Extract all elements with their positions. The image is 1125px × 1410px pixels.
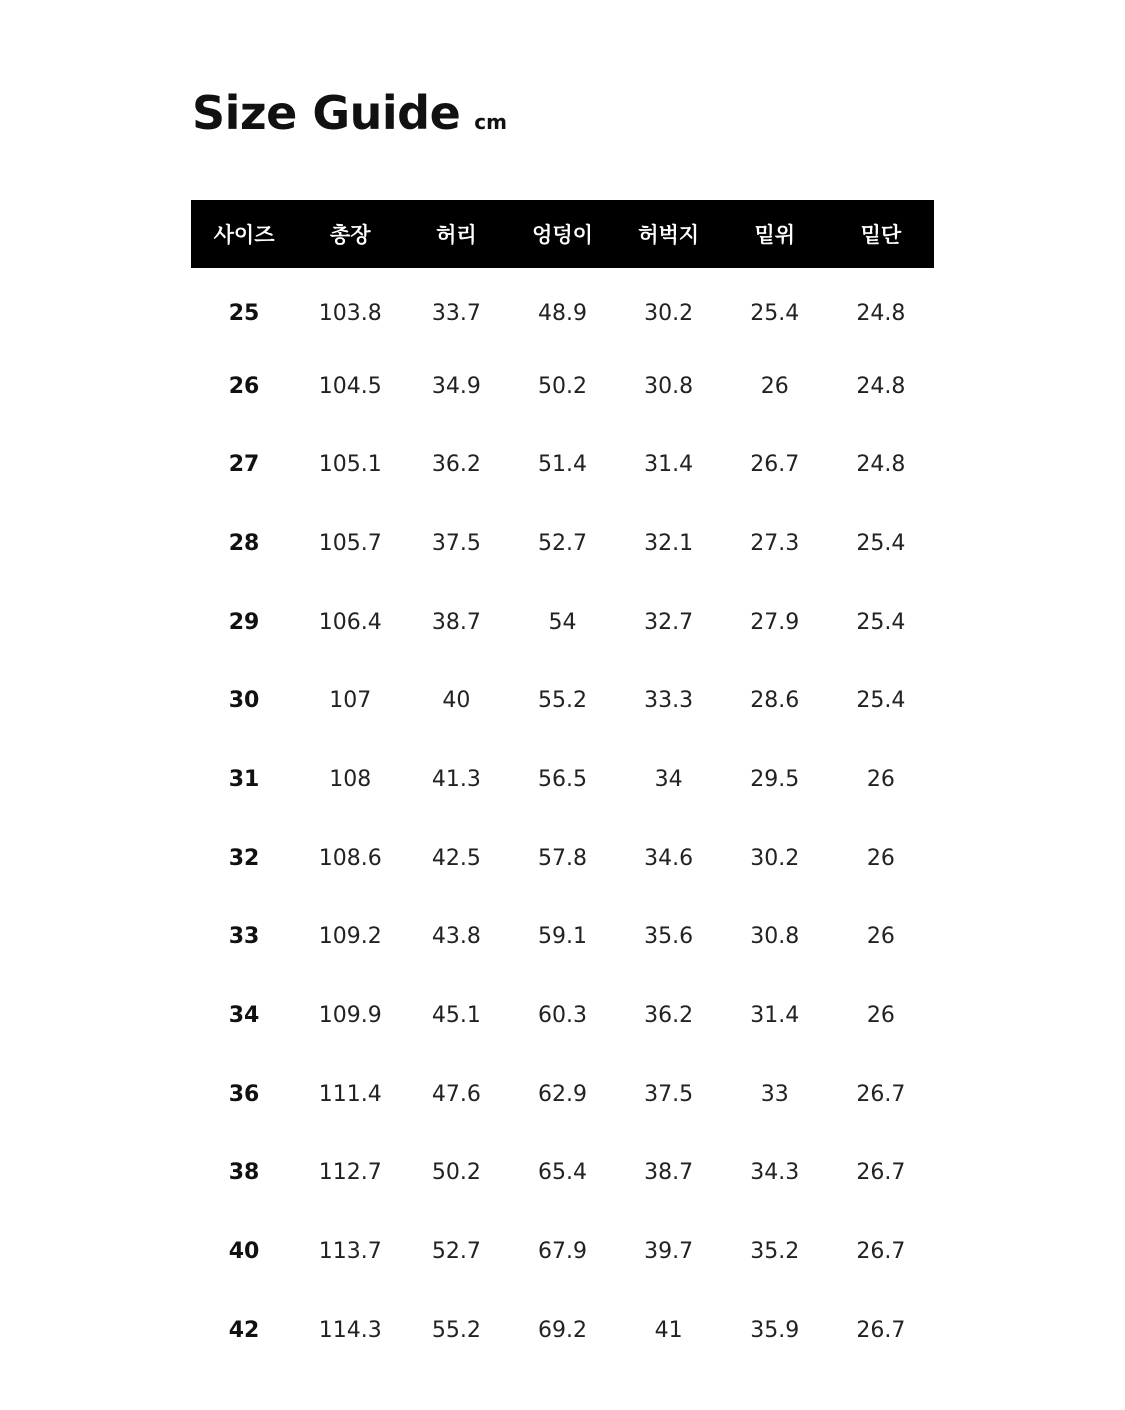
cell-total-length: 105.1 bbox=[318, 452, 382, 478]
cell-size: 42 bbox=[228, 1317, 260, 1343]
cell-thigh: 34.6 bbox=[644, 845, 694, 871]
cell-hem: 26 bbox=[866, 924, 895, 950]
cell-hem: 24.8 bbox=[856, 300, 906, 326]
cell-rise: 27.9 bbox=[750, 609, 800, 635]
cell-waist: 52.7 bbox=[431, 1239, 481, 1265]
cell-thigh: 32.1 bbox=[644, 530, 694, 556]
cell-hip: 48.9 bbox=[538, 300, 587, 326]
cell-hip: 67.9 bbox=[538, 1239, 587, 1265]
cell-total-length: 109.2 bbox=[318, 924, 382, 950]
cell-total-length: 106.4 bbox=[318, 609, 382, 635]
cell-waist: 36.2 bbox=[431, 452, 481, 478]
size-table-body bbox=[191, 268, 934, 1370]
table-row bbox=[191, 898, 934, 977]
table-row bbox=[191, 347, 934, 426]
cell-hem: 26.7 bbox=[856, 1160, 906, 1186]
cell-total-length: 114.3 bbox=[318, 1317, 382, 1343]
cell-total-length: 105.7 bbox=[318, 530, 382, 556]
cell-total-length: 112.7 bbox=[318, 1160, 382, 1186]
page-title: Size Guide bbox=[192, 86, 461, 140]
cell-waist: 42.5 bbox=[431, 845, 481, 871]
table-row bbox=[191, 504, 934, 583]
cell-hem: 26.7 bbox=[856, 1081, 906, 1107]
cell-rise: 33 bbox=[760, 1081, 789, 1107]
cell-thigh: 30.2 bbox=[644, 300, 694, 326]
cell-rise: 30.8 bbox=[750, 924, 800, 950]
cell-hip: 52.7 bbox=[538, 530, 587, 556]
cell-thigh: 30.8 bbox=[644, 373, 694, 399]
cell-rise: 27.3 bbox=[750, 530, 800, 556]
cell-rise: 34.3 bbox=[750, 1160, 800, 1186]
cell-waist: 38.7 bbox=[431, 609, 481, 635]
cell-rise: 30.2 bbox=[750, 845, 800, 871]
cell-size: 25 bbox=[228, 300, 260, 326]
cell-rise: 29.5 bbox=[750, 766, 800, 792]
cell-thigh: 36.2 bbox=[644, 1003, 694, 1029]
cell-total-length: 103.8 bbox=[318, 300, 382, 326]
size-table-header bbox=[191, 200, 934, 268]
cell-total-length: 111.4 bbox=[318, 1081, 382, 1107]
table-row bbox=[191, 976, 934, 1055]
cell-hem: 26.7 bbox=[856, 1239, 906, 1265]
header-rise: 밑위 bbox=[754, 223, 796, 247]
cell-total-length: 104.5 bbox=[318, 373, 382, 399]
cell-hem: 26 bbox=[866, 1003, 895, 1029]
cell-total-length: 108.6 bbox=[318, 845, 382, 871]
cell-rise: 25.4 bbox=[750, 300, 800, 326]
cell-hip: 60.3 bbox=[538, 1003, 587, 1029]
cell-thigh: 32.7 bbox=[644, 609, 694, 635]
cell-size: 40 bbox=[228, 1239, 260, 1265]
cell-waist: 40 bbox=[442, 688, 471, 714]
table-row bbox=[191, 268, 934, 347]
header-total-length: 총장 bbox=[329, 223, 371, 247]
cell-hip: 50.2 bbox=[538, 373, 587, 399]
size-table-container bbox=[191, 200, 934, 1370]
table-row bbox=[191, 740, 934, 819]
cell-hip: 65.4 bbox=[538, 1160, 587, 1186]
cell-waist: 47.6 bbox=[431, 1081, 481, 1107]
cell-hip: 59.1 bbox=[538, 924, 587, 950]
cell-waist: 33.7 bbox=[431, 300, 481, 326]
table-row bbox=[191, 1134, 934, 1213]
cell-total-length: 108 bbox=[329, 766, 372, 792]
cell-waist: 45.1 bbox=[431, 1003, 481, 1029]
cell-total-length: 107 bbox=[329, 688, 372, 714]
cell-rise: 26 bbox=[760, 373, 789, 399]
title-block bbox=[192, 86, 507, 140]
cell-rise: 35.9 bbox=[750, 1317, 800, 1343]
cell-size: 31 bbox=[228, 766, 260, 792]
cell-thigh: 41 bbox=[654, 1317, 683, 1343]
cell-hem: 25.4 bbox=[856, 530, 906, 556]
cell-size: 36 bbox=[228, 1081, 260, 1107]
cell-size: 30 bbox=[228, 688, 260, 714]
cell-rise: 31.4 bbox=[750, 1003, 800, 1029]
cell-hip: 55.2 bbox=[538, 688, 587, 714]
cell-hip: 54 bbox=[548, 609, 577, 635]
cell-thigh: 35.6 bbox=[644, 924, 694, 950]
table-row bbox=[191, 1055, 934, 1134]
cell-size: 26 bbox=[228, 373, 260, 399]
table-row bbox=[191, 819, 934, 898]
cell-thigh: 31.4 bbox=[644, 452, 694, 478]
cell-thigh: 39.7 bbox=[644, 1239, 694, 1265]
cell-waist: 34.9 bbox=[431, 373, 481, 399]
cell-hem: 26 bbox=[866, 766, 895, 792]
cell-size: 38 bbox=[228, 1160, 260, 1186]
unit-label: cm bbox=[474, 110, 507, 134]
header-row bbox=[191, 200, 934, 268]
cell-thigh: 37.5 bbox=[644, 1081, 694, 1107]
cell-waist: 50.2 bbox=[431, 1160, 481, 1186]
cell-hem: 24.8 bbox=[856, 373, 906, 399]
cell-thigh: 38.7 bbox=[644, 1160, 694, 1186]
cell-rise: 26.7 bbox=[750, 452, 800, 478]
cell-hip: 51.4 bbox=[538, 452, 587, 478]
cell-size: 27 bbox=[228, 452, 260, 478]
cell-thigh: 34 bbox=[654, 766, 683, 792]
cell-hem: 26.7 bbox=[856, 1317, 906, 1343]
cell-hip: 62.9 bbox=[538, 1081, 587, 1107]
table-row bbox=[191, 1291, 934, 1370]
table-row bbox=[191, 661, 934, 740]
table-row bbox=[191, 425, 934, 504]
cell-size: 33 bbox=[228, 924, 260, 950]
cell-hem: 25.4 bbox=[856, 688, 906, 714]
cell-rise: 28.6 bbox=[750, 688, 800, 714]
cell-waist: 43.8 bbox=[431, 924, 481, 950]
cell-waist: 41.3 bbox=[431, 766, 481, 792]
cell-rise: 35.2 bbox=[750, 1239, 800, 1265]
cell-size: 32 bbox=[228, 845, 260, 871]
cell-size: 34 bbox=[228, 1003, 260, 1029]
cell-waist: 37.5 bbox=[431, 530, 481, 556]
header-thigh: 허벅지 bbox=[638, 223, 700, 247]
header-hem: 밑단 bbox=[860, 223, 902, 247]
table-row bbox=[191, 583, 934, 662]
cell-size: 29 bbox=[228, 609, 260, 635]
cell-total-length: 113.7 bbox=[318, 1239, 382, 1265]
cell-hip: 56.5 bbox=[538, 766, 587, 792]
header-size: 사이즈 bbox=[213, 223, 275, 247]
header-hip: 엉덩이 bbox=[532, 223, 593, 247]
cell-hem: 26 bbox=[866, 845, 895, 871]
cell-hip: 57.8 bbox=[538, 845, 587, 871]
cell-hem: 24.8 bbox=[856, 452, 906, 478]
cell-size: 28 bbox=[228, 530, 260, 556]
cell-hem: 25.4 bbox=[856, 609, 906, 635]
cell-waist: 55.2 bbox=[431, 1317, 481, 1343]
size-table bbox=[191, 200, 934, 1370]
header-waist: 허리 bbox=[436, 223, 477, 247]
table-row bbox=[191, 1212, 934, 1291]
cell-total-length: 109.9 bbox=[318, 1003, 382, 1029]
cell-hip: 69.2 bbox=[538, 1317, 587, 1343]
cell-thigh: 33.3 bbox=[644, 688, 694, 714]
